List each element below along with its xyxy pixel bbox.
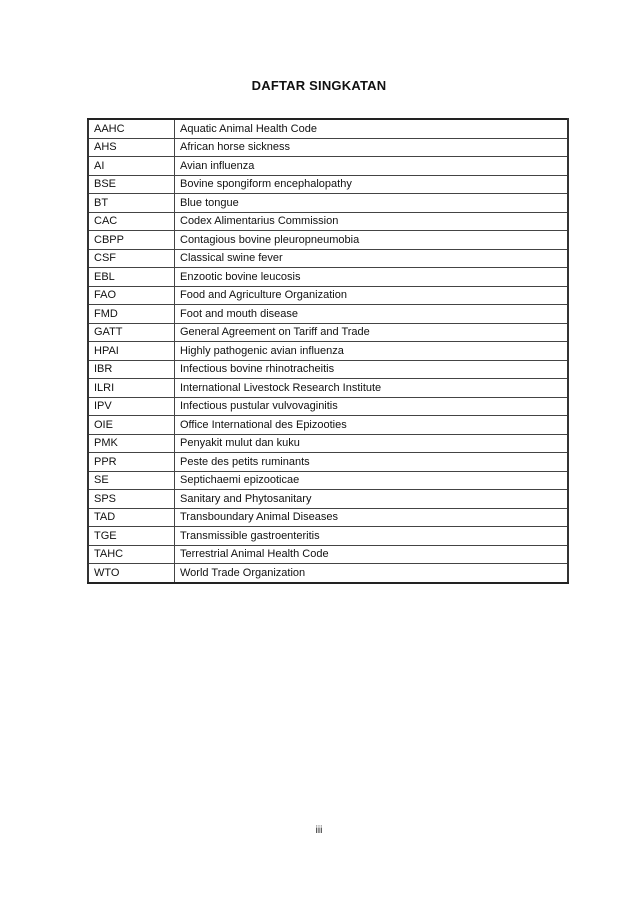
abbreviation-code: BT — [88, 194, 175, 213]
abbreviation-meaning: World Trade Organization — [175, 564, 569, 583]
abbreviation-code: PPR — [88, 453, 175, 472]
table-row — [88, 564, 568, 583]
abbreviation-meaning: Sanitary and Phytosanitary — [175, 490, 569, 509]
abbreviation-meaning: Office International des Epizooties — [175, 416, 569, 435]
abbreviation-meaning: Foot and mouth disease — [175, 305, 569, 324]
abbreviation-meaning: Infectious pustular vulvovaginitis — [175, 397, 569, 416]
abbreviation-meaning: African horse sickness — [175, 138, 569, 157]
abbreviation-code: CSF — [88, 249, 175, 268]
table-row — [88, 323, 568, 342]
abbreviation-code: CAC — [88, 212, 175, 231]
abbreviation-meaning: Bovine spongiform encephalopathy — [175, 175, 569, 194]
table-row — [88, 508, 568, 527]
abbreviation-meaning: Terrestrial Animal Health Code — [175, 545, 569, 564]
abbreviation-code: WTO — [88, 564, 175, 583]
abbreviation-code: AI — [88, 157, 175, 176]
table-row — [88, 434, 568, 453]
abbreviation-code: GATT — [88, 323, 175, 342]
table-row — [88, 212, 568, 231]
abbreviation-meaning: Transmissible gastroenteritis — [175, 527, 569, 546]
abbreviation-meaning: Food and Agriculture Organization — [175, 286, 569, 305]
abbreviation-meaning: Contagious bovine pleuropneumobia — [175, 231, 569, 250]
abbreviation-meaning: Codex Alimentarius Commission — [175, 212, 569, 231]
abbreviation-code: ILRI — [88, 379, 175, 398]
page-number: iii — [315, 825, 323, 836]
page-title: DAFTAR SINGKATAN — [251, 78, 387, 93]
abbreviation-meaning: Peste des petits ruminants — [175, 453, 569, 472]
table-row — [88, 138, 568, 157]
table-row — [88, 231, 568, 250]
abbreviation-meaning: Infectious bovine rhinotracheitis — [175, 360, 569, 379]
abbreviation-code: CBPP — [88, 231, 175, 250]
abbreviation-code: PMK — [88, 434, 175, 453]
table-row — [88, 397, 568, 416]
table-row — [88, 119, 568, 138]
abbreviation-meaning: Transboundary Animal Diseases — [175, 508, 569, 527]
abbreviation-code: TAD — [88, 508, 175, 527]
table-row — [88, 453, 568, 472]
table-row — [88, 194, 568, 213]
table-row — [88, 416, 568, 435]
table-row — [88, 527, 568, 546]
table-row — [88, 286, 568, 305]
abbreviation-code: BSE — [88, 175, 175, 194]
abbreviation-meaning: Aquatic Animal Health Code — [175, 119, 569, 138]
table-row — [88, 471, 568, 490]
abbreviation-code: HPAI — [88, 342, 175, 361]
abbreviation-meaning: Septichaemi epizooticae — [175, 471, 569, 490]
table-row — [88, 268, 568, 287]
abbreviation-code: FMD — [88, 305, 175, 324]
table-row — [88, 360, 568, 379]
table-row — [88, 545, 568, 564]
abbreviation-code: SE — [88, 471, 175, 490]
abbreviation-table-body — [88, 119, 568, 583]
table-row — [88, 342, 568, 361]
abbreviation-meaning: Highly pathogenic avian influenza — [175, 342, 569, 361]
abbreviation-meaning: Blue tongue — [175, 194, 569, 213]
table-row — [88, 157, 568, 176]
abbreviation-code: IPV — [88, 397, 175, 416]
abbreviation-table — [87, 118, 569, 584]
table-row — [88, 305, 568, 324]
table-row — [88, 249, 568, 268]
table-row — [88, 490, 568, 509]
abbreviation-meaning: Penyakit mulut dan kuku — [175, 434, 569, 453]
abbreviation-meaning: International Livestock Research Institute — [175, 379, 569, 398]
abbreviation-code: EBL — [88, 268, 175, 287]
abbreviation-code: OIE — [88, 416, 175, 435]
abbreviation-code: IBR — [88, 360, 175, 379]
abbreviation-code: TAHC — [88, 545, 175, 564]
abbreviation-code: AAHC — [88, 119, 175, 138]
abbreviation-code: AHS — [88, 138, 175, 157]
abbreviation-code: SPS — [88, 490, 175, 509]
table-row — [88, 379, 568, 398]
abbreviation-meaning: Classical swine fever — [175, 249, 569, 268]
abbreviation-meaning: Avian influenza — [175, 157, 569, 176]
table-row — [88, 175, 568, 194]
abbreviation-meaning: General Agreement on Tariff and Trade — [175, 323, 569, 342]
abbreviation-meaning: Enzootic bovine leucosis — [175, 268, 569, 287]
abbreviation-code: TGE — [88, 527, 175, 546]
abbreviation-code: FAO — [88, 286, 175, 305]
